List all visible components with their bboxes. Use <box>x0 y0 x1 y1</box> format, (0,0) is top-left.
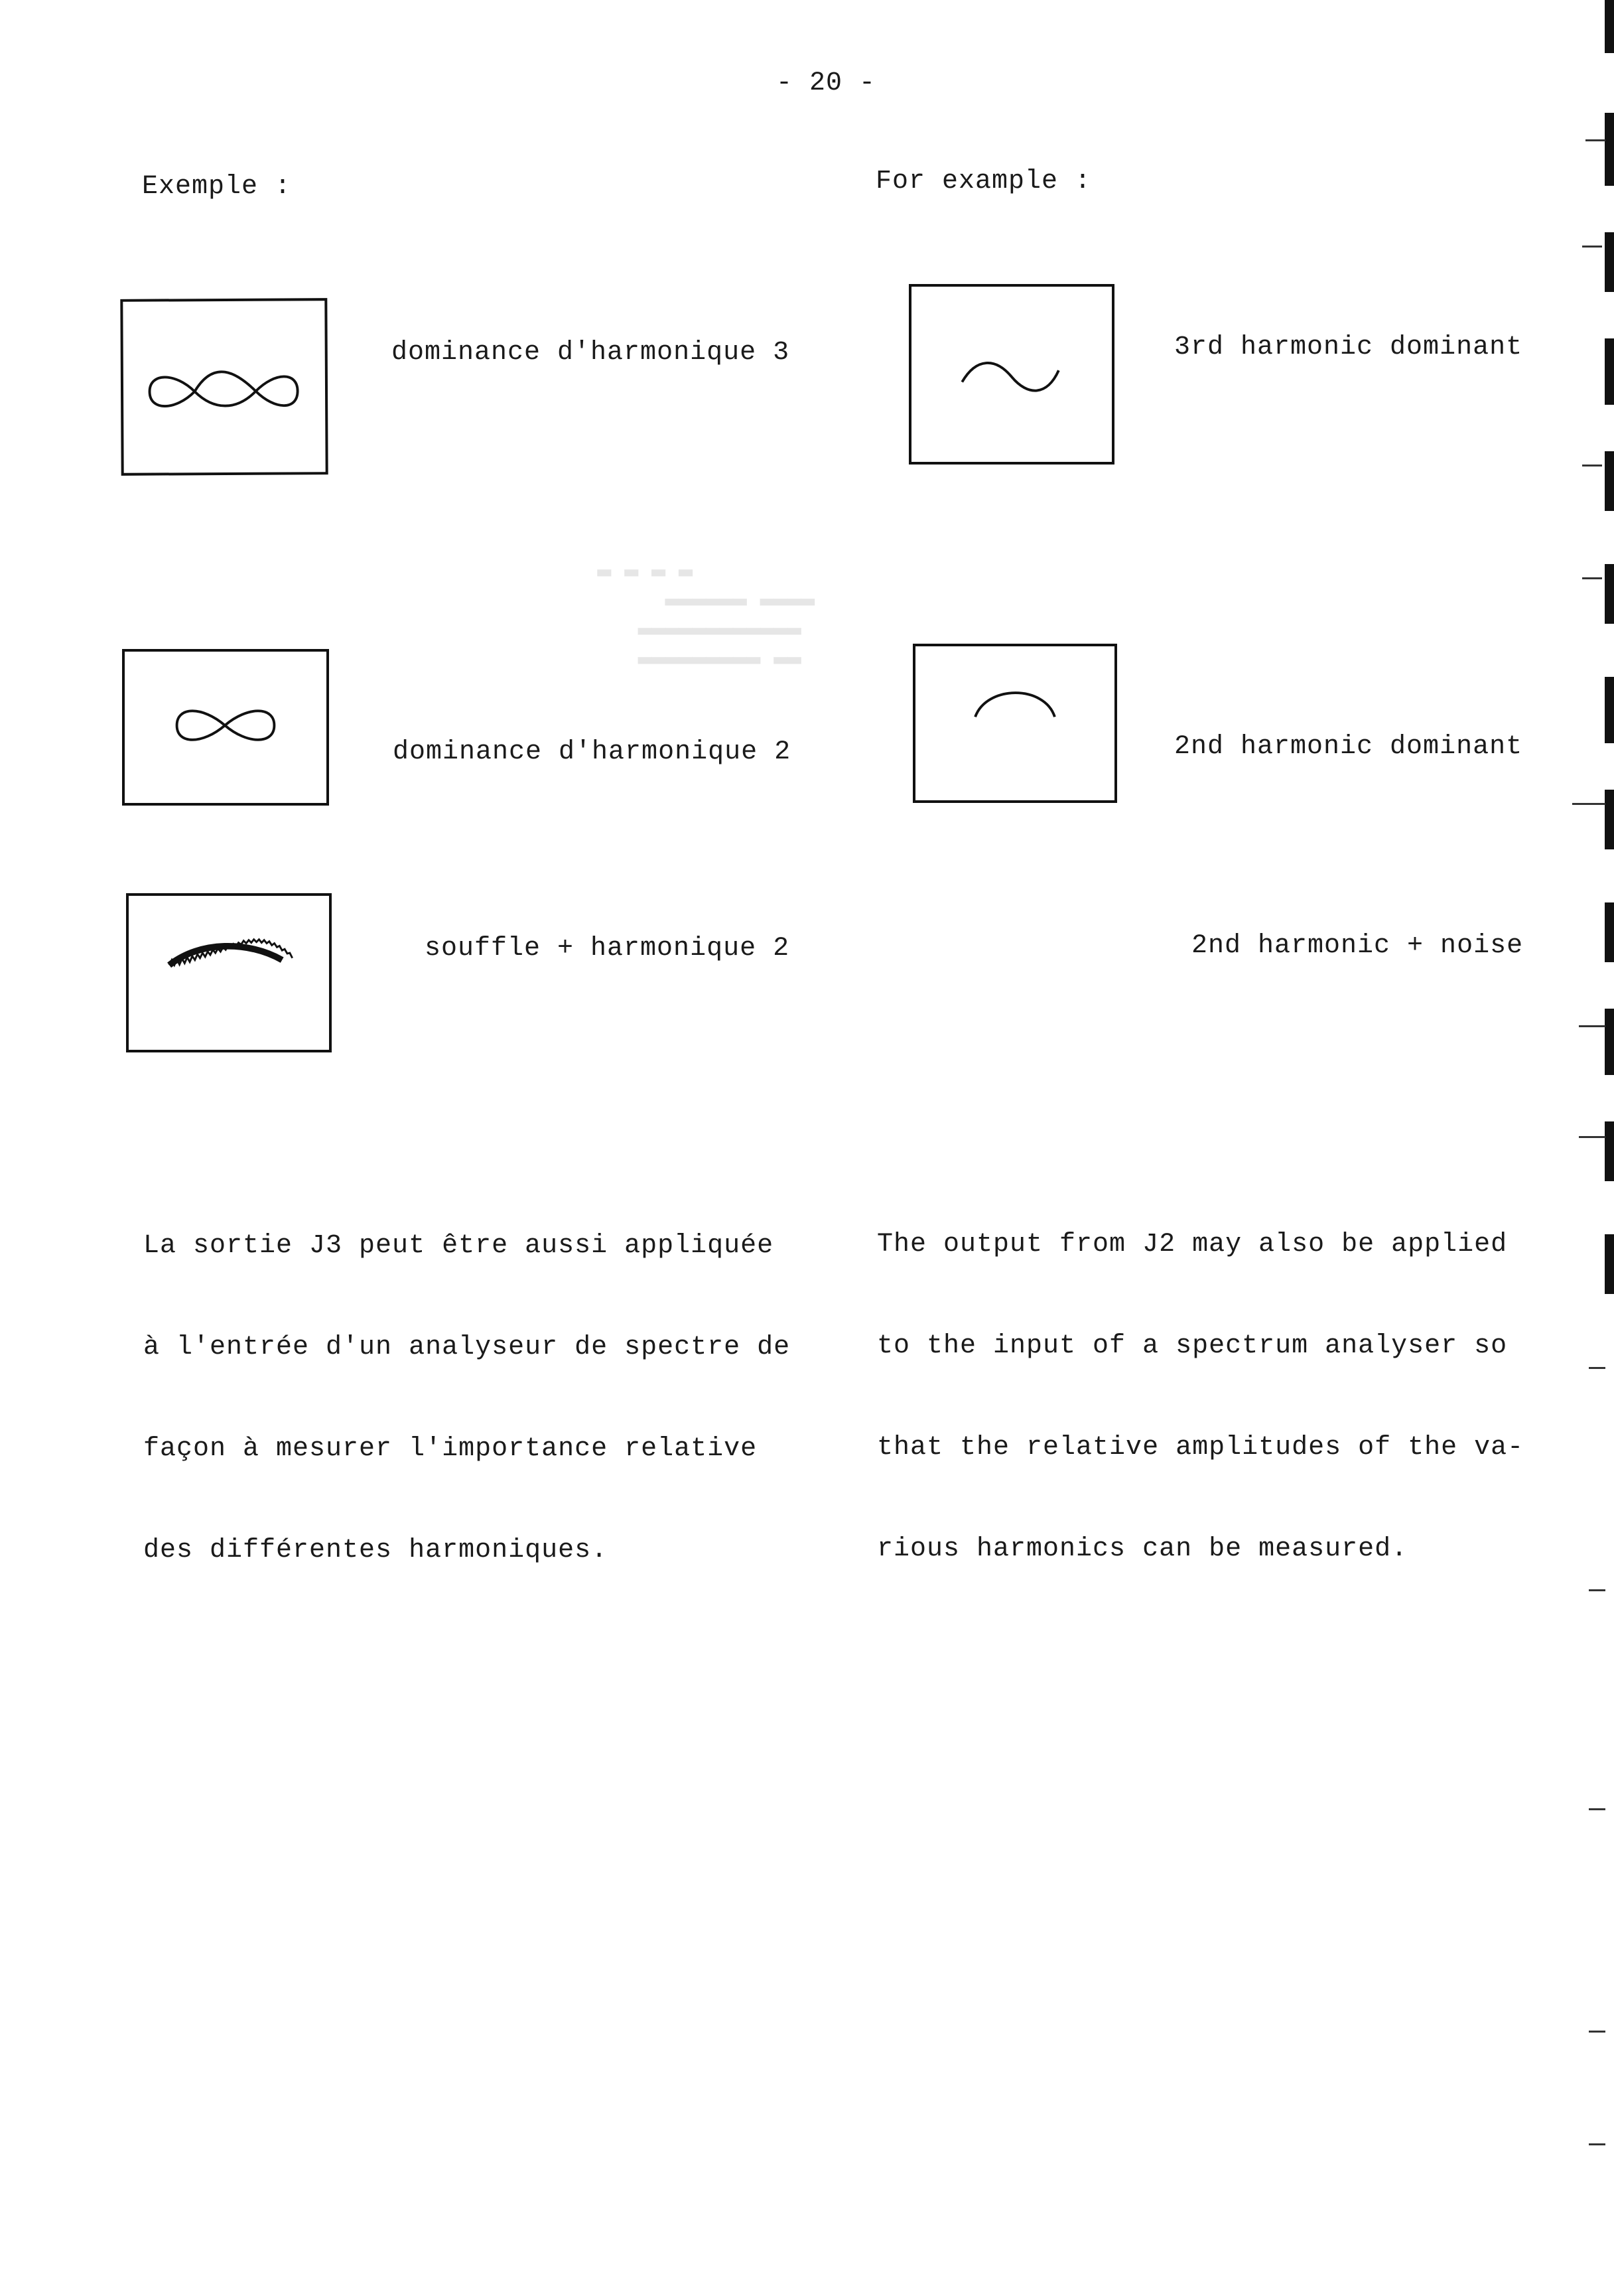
label-fr-2nd-harmonic: dominance d'harmonique 2 <box>393 737 791 767</box>
binding-hole-7 <box>1605 677 1614 743</box>
show-through-noise: ▂ ▂ ▂ ▂ ▂▂▂▂▂▂ ▂▂▂▂ ▂▂▂▂▂▂▂▂▂▂▂▂ ▂▂▂▂▂▂▂▂▂ ▂▂ <box>597 553 815 666</box>
binding-tick <box>1582 465 1602 466</box>
binding-tick <box>1579 1025 1605 1027</box>
paragraph-fr-line-1: La sortie J3 peut être aussi appliquée <box>143 1231 774 1261</box>
binding-hole-11 <box>1605 1121 1614 1181</box>
oscilloscope-frame-fr-2 <box>122 649 329 806</box>
binding-hole-4 <box>1605 338 1614 405</box>
binding-hole-2 <box>1605 113 1614 186</box>
paragraph-fr-line-4: des différentes harmoniques. <box>143 1536 608 1565</box>
label-en-3rd-harmonic: 3rd harmonic dominant <box>1174 332 1523 362</box>
oscilloscope-frame-fr-3 <box>126 893 332 1052</box>
binding-tick <box>1589 1589 1605 1591</box>
paragraph-en-line-3: that the relative amplitudes of the va- <box>877 1433 1524 1463</box>
binding-tick <box>1582 246 1602 248</box>
paragraph-en-line-1: The output from J2 may also be applied <box>877 1230 1508 1259</box>
binding-tick <box>1589 2031 1605 2033</box>
binding-hole-3 <box>1605 232 1614 292</box>
paragraph-english <box>877 1160 1524 1600</box>
label-fr-noise-2nd-harmonic: souffle + harmonique 2 <box>425 934 790 964</box>
binding-tick <box>1582 577 1602 579</box>
figure-eight-three-lobe-icon <box>123 301 325 473</box>
paragraph-en-line-2: to the input of a spectrum analyser so <box>877 1331 1508 1361</box>
label-en-noise-2nd-harmonic: 2nd harmonic + noise <box>1191 931 1524 961</box>
binding-tick <box>1589 1808 1605 1810</box>
binding-hole-12 <box>1605 1234 1614 1294</box>
binding-hole-9 <box>1605 902 1614 962</box>
paragraph-french <box>143 1161 790 1601</box>
oscilloscope-frame-en-2 <box>913 644 1117 803</box>
noisy-arc-icon <box>129 896 329 1050</box>
binding-tick <box>1589 1367 1605 1369</box>
label-en-2nd-harmonic: 2nd harmonic dominant <box>1174 732 1523 762</box>
label-fr-3rd-harmonic: dominance d'harmonique 3 <box>391 338 790 368</box>
binding-tick <box>1589 2143 1605 2145</box>
binding-hole-5 <box>1605 451 1614 511</box>
heading-french: Exemple : <box>142 172 292 202</box>
binding-hole-10 <box>1605 1009 1614 1075</box>
paragraph-fr-line-2: à l'entrée d'un analyseur de spectre de <box>143 1332 791 1362</box>
oscilloscope-frame-fr-1 <box>120 298 328 476</box>
arc-icon <box>915 646 1114 800</box>
binding-tick <box>1579 1136 1605 1138</box>
paragraph-fr-line-3: façon à mesurer l'importance relative <box>143 1434 758 1464</box>
paragraph-en-line-4: rious harmonics can be measured. <box>877 1534 1408 1564</box>
figure-eight-icon <box>125 652 326 803</box>
oscilloscope-frame-en-1 <box>909 284 1114 465</box>
binding-tick <box>1572 803 1605 805</box>
heading-english: For example : <box>876 167 1092 196</box>
sine-wave-icon <box>911 287 1112 462</box>
page-number: - 20 - <box>776 68 876 98</box>
binding-hole-1 <box>1605 0 1614 53</box>
binding-hole-8 <box>1605 790 1614 849</box>
binding-hole-6 <box>1605 564 1614 624</box>
binding-tick <box>1585 139 1605 141</box>
